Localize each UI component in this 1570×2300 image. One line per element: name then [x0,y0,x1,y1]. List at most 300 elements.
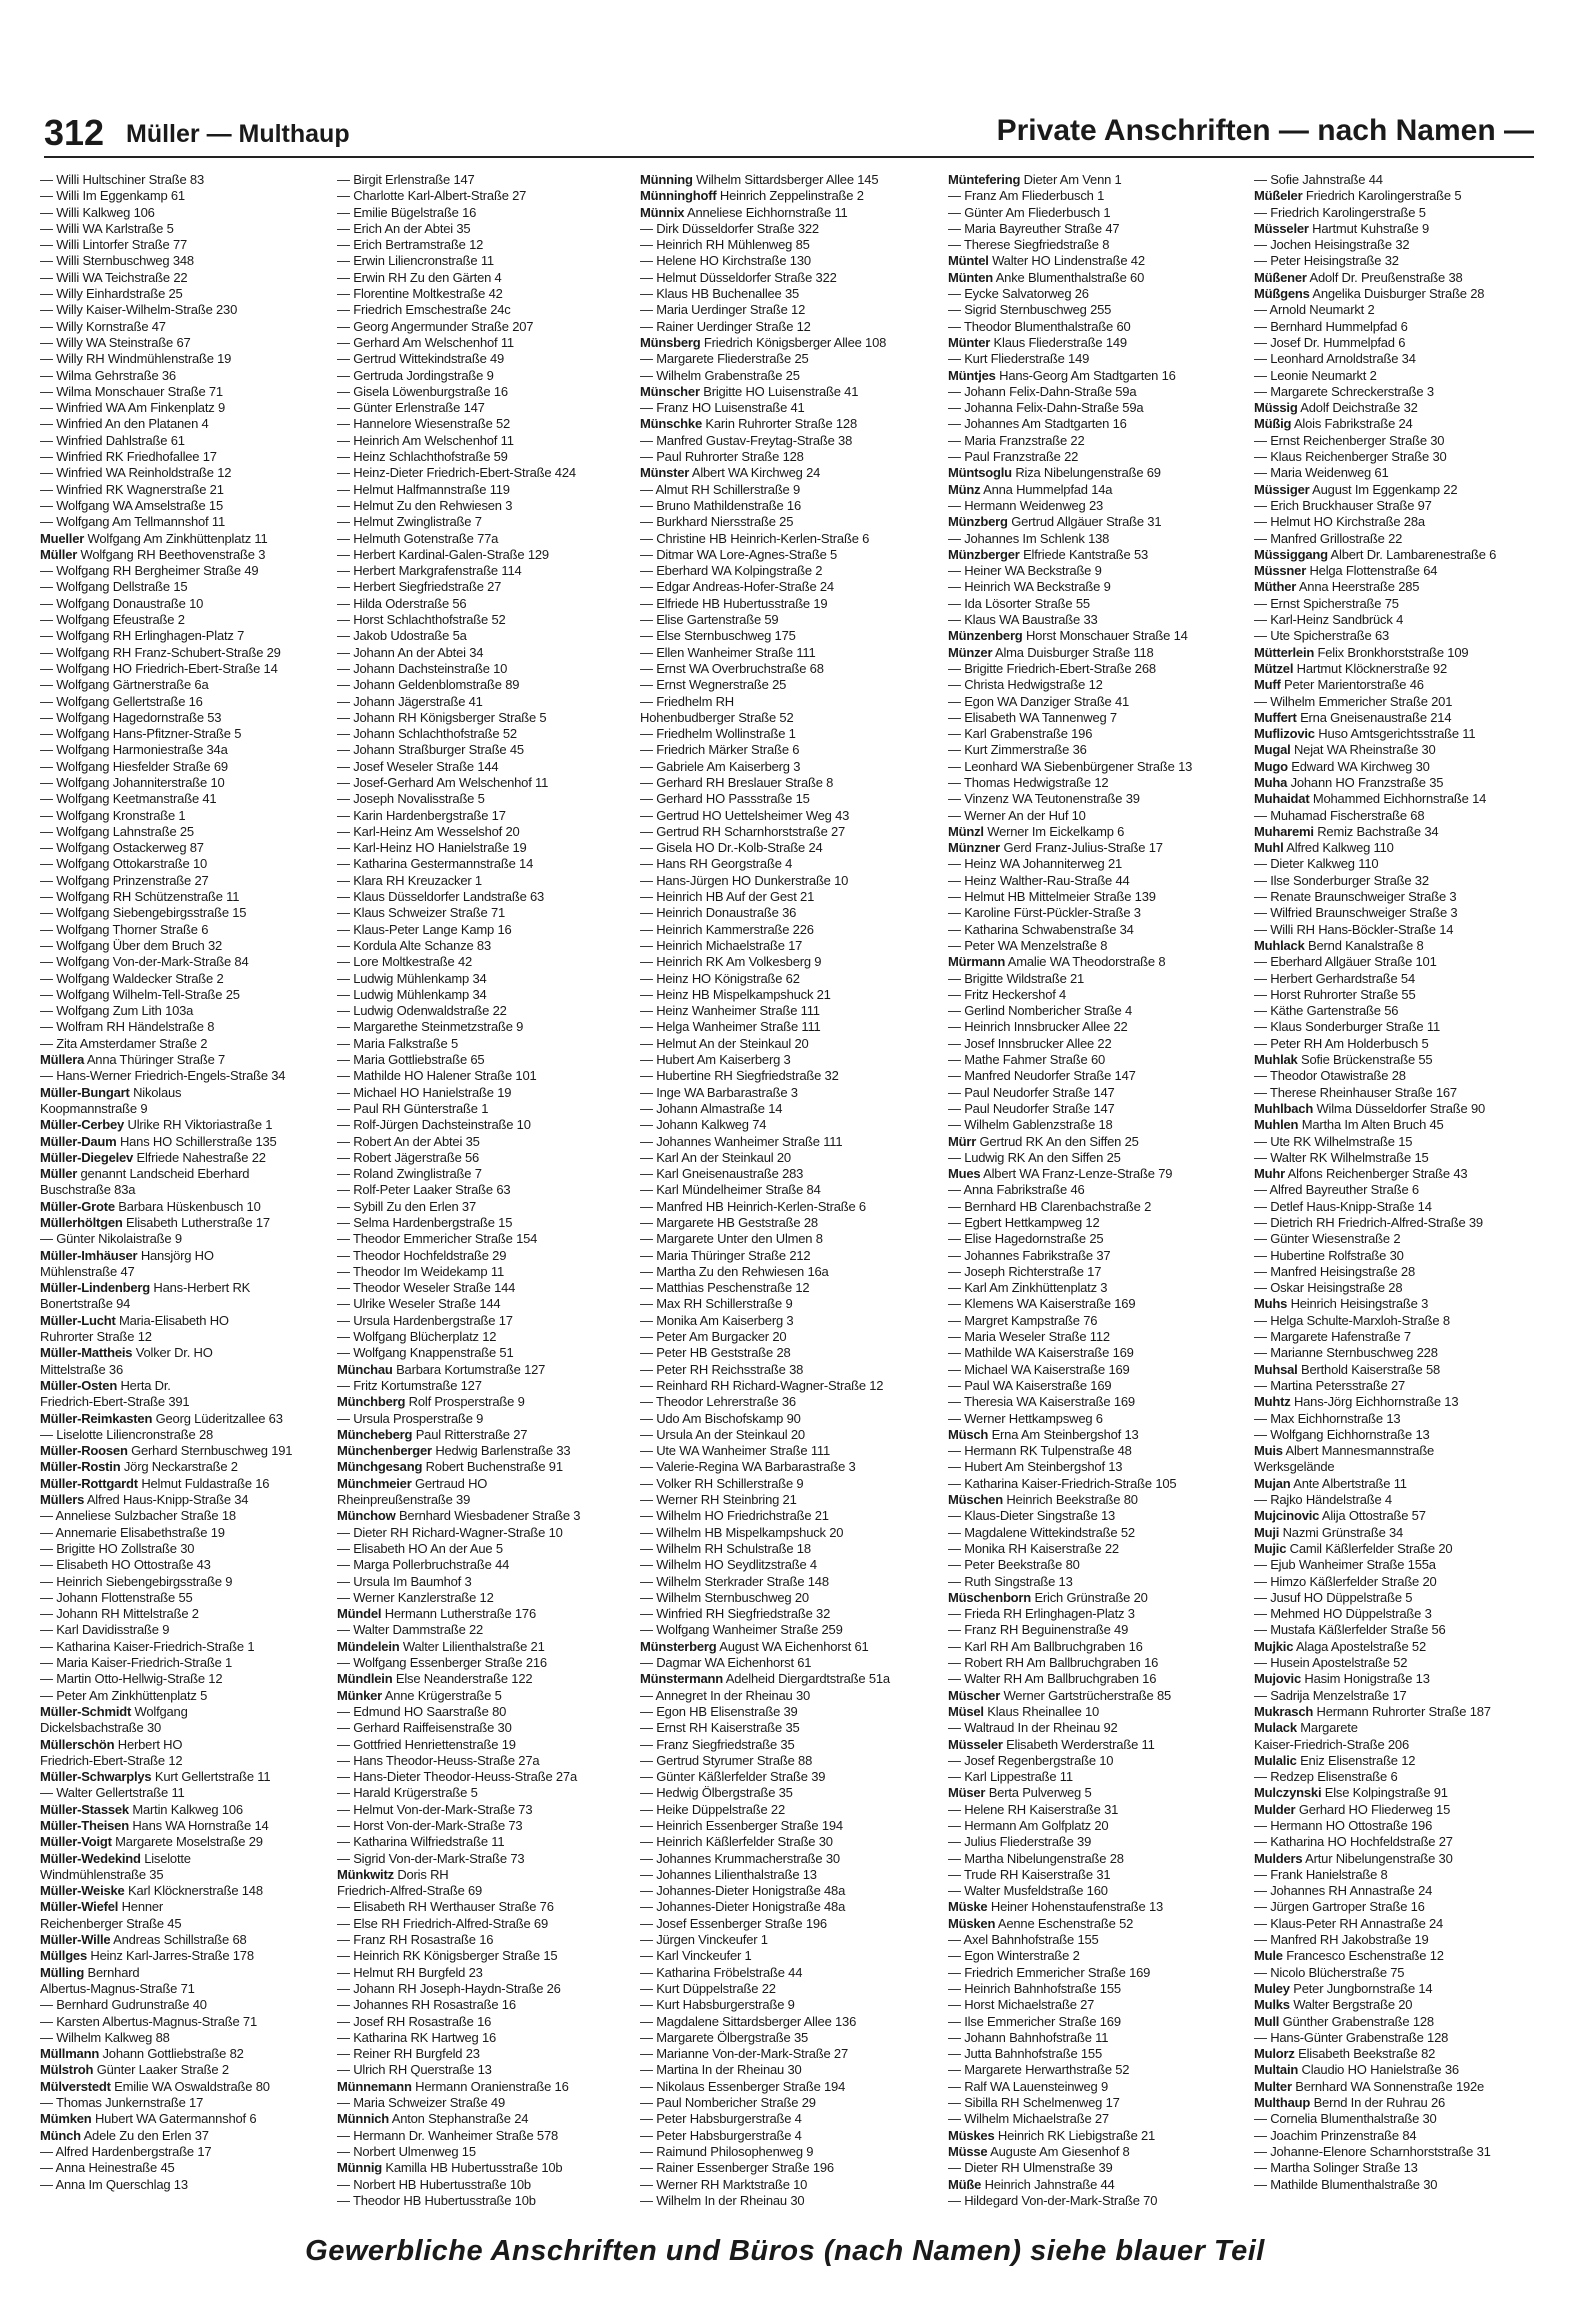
directory-entry: Friedrich-Ebert-Straße 391 [40,1394,190,1410]
directory-entry: — Josef RH Rosastraße 16 [337,2013,492,2029]
directory-entry: — Theresia WA Kaiserstraße 169 [948,1394,1135,1410]
directory-entry: Müller-Imhäuser Hansjörg HO [40,1247,214,1263]
directory-entry: — Sybill Zu den Erlen 37 [337,1198,476,1214]
directory-entry: — Wolfgang Essenberger Straße 216 [337,1655,547,1671]
directory-entry: — Heinrich Am Welschenhof 11 [337,432,514,448]
directory-entry: — Jürgen Gartroper Straße 16 [1254,1899,1425,1915]
directory-entry: — Johann Jägerstraße 41 [337,693,483,709]
directory-entry: — Anneliese Sulzbacher Straße 18 [40,1508,236,1524]
directory-entry: — Fritz Heckershof 4 [948,986,1067,1002]
directory-entry: — Willy WA Steinstraße 67 [40,334,191,350]
directory-entry: — Oskar Heisingstraße 28 [1254,1280,1403,1296]
directory-entry: — Hermann Dr. Wanheimer Straße 578 [337,2127,559,2143]
directory-entry: — Christine HB Heinrich-Kerlen-Straße 6 [640,530,870,546]
directory-entry: — Gertrud Styrumer Straße 88 [640,1752,813,1768]
directory-entry: Münnich Anton Stephanstraße 24 [337,2111,529,2127]
directory-entry: — Ursula Im Baumhof 3 [337,1573,472,1589]
directory-entry: — Sibilla RH Schelmenweg 17 [948,2095,1120,2111]
directory-entry: — Bruno Mathildenstraße 16 [640,497,801,513]
directory-entry: — Heinrich Bahnhofstraße 155 [948,1980,1121,1996]
column-2 [337,172,635,2212]
directory-entry: — Heinrich Essenberger Straße 194 [640,1817,843,1833]
directory-entry: — Willi Kalkweg 106 [40,204,155,220]
directory-entry: — Hans-Werner Friedrich-Engels-Straße 34 [40,1068,286,1084]
directory-entry: Mugal Nejat WA Rheinstraße 30 [1254,742,1436,758]
directory-entry: — Ernst Wegnerstraße 25 [640,677,787,693]
directory-entry: Müller-Wedekind Liselotte [40,1850,191,1866]
directory-entry: Müssig Adolf Deichstraße 32 [1254,400,1418,416]
directory-entry: Münzl Werner Im Eickelkamp 6 [948,823,1125,839]
directory-entry: — Wolfgang Wanheimer Straße 259 [640,1622,843,1638]
directory-entry: — Waltraud In der Rheinau 92 [948,1720,1118,1736]
directory-entry: — Manfred HB Heinrich-Kerlen-Straße 6 [640,1198,866,1214]
directory-entry: — Werner An der Huf 10 [948,807,1086,823]
directory-entry: — Theodor Lehrerstraße 36 [640,1394,796,1410]
directory-entry: — Erwin RH Zu den Gärten 4 [337,269,502,285]
directory-entry: Mühlenstraße 47 [40,1263,135,1279]
directory-entry: — Maria Weidenweg 61 [1254,465,1389,481]
directory-entry: — Helmut Zu den Rehwiesen 3 [337,497,513,513]
directory-entry: Mündel Hermann Lutherstraße 176 [337,1606,536,1622]
directory-entry: — Willi RH Hans-Böckler-Straße 14 [1254,921,1454,937]
directory-entry: — Almut RH Schillerstraße 9 [640,481,801,497]
directory-entry: — Karl Grabenstraße 196 [948,726,1093,742]
directory-entry: Müller-Mattheis Volker Dr. HO [40,1345,213,1361]
directory-entry: Münzberg Gertrud Allgäuer Straße 31 [948,514,1162,530]
directory-entry: — Werner RH Steinbring 21 [640,1492,797,1508]
directory-entry: — Heinrich Donaustraße 36 [640,905,797,921]
directory-entry: Müller-Schmidt Wolfgang [40,1703,188,1719]
directory-entry: — Willy Kornstraße 47 [40,318,166,334]
directory-entry: — Jakob Udostraße 5a [337,628,467,644]
directory-entry: — Elfriede HB Hubertusstraße 19 [640,595,828,611]
directory-entry: Müßeler Friedrich Karolingerstraße 5 [1254,188,1462,204]
directory-entry: — Hilda Oderstraße 56 [337,595,467,611]
directory-entry: — Ejub Wanheimer Straße 155a [1254,1557,1436,1573]
directory-entry: — Karl RH Am Ballbruchgraben 16 [948,1638,1143,1654]
directory-entry: — Peter RH Reichsstraße 38 [640,1361,804,1377]
directory-entry: Müßgens Angelika Duisburger Straße 28 [1254,286,1485,302]
directory-entry: — Heinrich RK Königsberger Straße 15 [337,1948,558,1964]
directory-entry: Müsseler Elisabeth Werderstraße 11 [948,1736,1155,1752]
directory-entry: — Wolfgang Hagedornstraße 53 [40,709,222,725]
directory-entry: — Ida Lösorter Straße 55 [948,595,1090,611]
directory-entry: — Roland Zwinglistraße 7 [337,1166,482,1182]
directory-entry: — Horst Ruhrorter Straße 55 [1254,986,1416,1002]
directory-entry: — Ralf WA Lauensteinweg 9 [948,2078,1108,2094]
directory-entry: — Friedrich Karolingerstraße 5 [1254,204,1426,220]
directory-entry: — Herbert Gerhardstraße 54 [1254,970,1415,986]
directory-entry: — Johann Schlachthofstraße 52 [337,726,517,742]
directory-entry: — Josef Innsbrucker Allee 22 [948,1035,1112,1051]
directory-entry: — Maria Schweizer Straße 49 [337,2095,505,2111]
directory-entry: Müller-Lucht Maria-Elisabeth HO [40,1312,229,1328]
directory-entry: — Ludwig RK An den Siffen 25 [948,1149,1121,1165]
directory-entry: — Friedhelm Wollinstraße 1 [640,726,796,742]
directory-entry: — Heinrich Kammerstraße 226 [640,921,814,937]
directory-entry: — Johanna Felix-Dahn-Straße 59a [948,400,1144,416]
directory-entry: — Katharina Fröbelstraße 44 [640,1964,803,1980]
directory-entry: — Sofie Jahnstraße 44 [1254,172,1383,187]
directory-entry: — Peter Am Burgacker 20 [640,1329,787,1345]
directory-entry: — Günter Nikolaistraße 9 [40,1231,182,1247]
directory-entry: Müller-Schwarplys Kurt Gellertstraße 11 [40,1769,271,1785]
directory-entry: Müller-Daum Hans HO Schillerstraße 135 [40,1133,277,1149]
directory-entry: — Wilhelm HO Seydlitzstraße 4 [640,1557,817,1573]
directory-entry: Müße Heinrich Jahnstraße 44 [948,2176,1115,2192]
directory-entry: — Gabriele Am Kaiserberg 3 [640,758,801,774]
directory-entry: Muhs Heinrich Heisingstraße 3 [1254,1296,1429,1312]
directory-entry: — Günter Am Fliederbusch 1 [948,204,1111,220]
directory-entry: — Wolfgang Thorner Straße 6 [40,921,209,937]
directory-entry: Müller Wolfgang RH Beethovenstraße 3 [40,546,266,562]
directory-entry: — Rolf-Jürgen Dachsteinstraße 10 [337,1117,531,1133]
directory-entry: Müncheberg Paul Ritterstraße 27 [337,1426,528,1442]
directory-entry: Mülling Bernhard [40,1964,140,1980]
directory-entry: Müsken Aenne Eschenstraße 52 [948,1915,1134,1931]
directory-entry: — Detlef Haus-Knipp-Straße 14 [1254,1198,1432,1214]
directory-entry: — Marga Pollerbruchstraße 44 [337,1557,510,1573]
directory-entry: Mittelstraße 36 [40,1361,123,1377]
directory-entry: Müske Heiner Hohenstaufenstraße 13 [948,1899,1164,1915]
directory-entry: — Johannes Wanheimer Straße 111 [640,1133,843,1149]
directory-entry: — Johannes-Dieter Honigstraße 48a [640,1899,846,1915]
directory-entry: Münten Anke Blumenthalstraße 60 [948,269,1145,285]
directory-entry: Windmühlenstraße 35 [40,1866,164,1882]
directory-entry: — Wolfram RH Händelstraße 8 [40,1019,215,1035]
directory-entry: — Hubert Am Steinbergshof 13 [948,1459,1123,1475]
directory-entry: — Edmund HO Saarstraße 80 [337,1703,507,1719]
directory-entry: Mülstroh Günter Laaker Straße 2 [40,2062,229,2078]
directory-entry: — Ditmar WA Lore-Agnes-Straße 5 [640,546,838,562]
directory-entry: — Egon HB Elisenstraße 39 [640,1703,798,1719]
directory-entry: — Willi Sternbuschweg 348 [40,253,194,269]
directory-entry: Müller-Wiefel Henner [40,1899,164,1915]
directory-entry: Dickelsbachstraße 30 [40,1720,161,1736]
directory-entry: — Hermann HO Ottostraße 196 [1254,1817,1433,1833]
directory-entry: — Frieda RH Erlinghagen-Platz 3 [948,1606,1135,1622]
directory-entry: Müller-Theisen Hans WA Hornstraße 14 [40,1817,269,1833]
directory-entry: Hohenbudberger Straße 52 [640,709,794,725]
directory-entry: — Karl Gneisenaustraße 283 [640,1166,804,1182]
directory-entry: — Wolfgang Über dem Bruch 32 [40,937,223,953]
directory-entry: Multer Bernhard WA Sonnenstraße 192e [1254,2078,1485,2094]
directory-entry: — Gottfried Henriettenstraße 19 [337,1736,516,1752]
directory-entry: Mündlein Else Neanderstraße 122 [337,1671,533,1687]
directory-entry: Mugo Edward WA Kirchweg 30 [1254,758,1430,774]
directory-entry: — Muhamad Fischerstraße 68 [1254,807,1425,823]
directory-entry: — Elisabeth HO Ottostraße 43 [40,1557,211,1573]
directory-entry: — Helmut HO Kirchstraße 28a [1254,514,1425,530]
directory-entry: — Margarete Herwarthstraße 52 [948,2062,1130,2078]
directory-entry: — Wolfgang Donaustraße 10 [40,595,204,611]
directory-entry: — Karsten Albertus-Magnus-Straße 71 [40,2013,257,2029]
directory-entry: Muhlbach Wilma Düsseldorfer Straße 90 [1254,1100,1485,1116]
directory-entry: — Wolfgang HO Friedrich-Ebert-Straße 14 [40,660,278,676]
directory-entry: — Johann Felix-Dahn-Straße 59a [948,383,1137,399]
footer-note: Gewerbliche Anschriften und Büros (nach Namen) siehe blauer Teil [305,2235,1265,2267]
directory-entry: Muhsal Berthold Kaiserstraße 58 [1254,1361,1440,1377]
directory-entry: Münscher Brigitte HO Luisenstraße 41 [640,383,859,399]
directory-entry: — Wolfgang Kronstraße 1 [40,807,186,823]
directory-entry: — Robert Jägerstraße 56 [337,1149,480,1165]
directory-entry: — Katharina Gestermannstraße 14 [337,856,534,872]
directory-entry: Muhaidat Mohammed Eichhornstraße 14 [1254,791,1487,807]
directory-entry: — Wolfgang Am Tellmannshof 11 [40,514,225,530]
directory-entry: — Ernst Reichenberger Straße 30 [1254,432,1445,448]
directory-entry: Muley Peter Jungbornstraße 14 [1254,1980,1433,1996]
directory-entry: — Joseph Novalisstraße 5 [337,791,485,807]
directory-entry: — Ernst WA Overbruchstraße 68 [640,660,824,676]
directory-entry: — Klaus Düsseldorfer Landstraße 63 [337,889,545,905]
directory-entry: Mütterlein Felix Bronkhorststraße 109 [1254,644,1469,660]
directory-entry: Mulks Walter Bergstraße 20 [1254,1997,1413,2013]
directory-entry: — Hans Theodor-Heuss-Straße 27a [337,1752,540,1768]
directory-entry: — Heiner WA Beckstraße 9 [948,563,1102,579]
directory-entry: — Walter Musfeldstraße 160 [948,1883,1108,1899]
directory-entry: Müßig Alois Fabrikstraße 24 [1254,416,1413,432]
directory-entry: — Klaus-Peter Lange Kamp 16 [337,921,512,937]
directory-entry: Münzenberg Horst Monschauer Straße 14 [948,628,1188,644]
directory-entry: — Elisabeth WA Tannenweg 7 [948,709,1117,725]
directory-entry: Muhlak Sofie Brückenstraße 55 [1254,1052,1433,1068]
directory-entry: — Arnold Neumarkt 2 [1254,302,1375,318]
directory-entry: — Winfried WA Am Finkenplatz 9 [40,400,225,416]
directory-entry: — Birgit Erlenstraße 147 [337,172,475,187]
directory-entry: Mull Günther Grabenstraße 128 [1254,2013,1434,2029]
directory-entry: Ruhrorter Straße 12 [40,1329,152,1345]
directory-entry: Müsch Erna Am Steinbergshof 13 [948,1426,1139,1442]
directory-entry: — Katharina RK Hartweg 16 [337,2029,497,2045]
directory-entry: — Helmut HB Mittelmeier Straße 139 [948,889,1156,905]
directory-entry: — Elisabeth RH Werthauser Straße 76 [337,1899,554,1915]
directory-entry: — Heinz-Dieter Friedrich-Ebert-Straße 424 [337,465,576,481]
directory-entry: — Wilhelm Kalkweg 88 [40,2029,170,2045]
directory-entry: — Theodor Otawistraße 28 [1254,1068,1406,1084]
directory-entry: — Sadrija Menzelstraße 17 [1254,1687,1407,1703]
directory-entry: — Rolf-Peter Laaker Straße 63 [337,1182,511,1198]
directory-entry: Friedrich-Alfred-Straße 69 [337,1883,483,1899]
directory-entry: Müller-Stassek Martin Kalkweg 106 [40,1801,243,1817]
directory-entry: — Friedrich Emmericher Straße 169 [948,1964,1151,1980]
directory-entry: Mujcinovic Alija Ottostraße 57 [1254,1508,1426,1524]
directory-entry: — Jürgen Vinckeufer 1 [640,1932,768,1948]
directory-entry: — Burkhard Niersstraße 25 [640,514,794,530]
directory-entry: — Anna Im Querschlag 13 [40,2176,188,2192]
directory-entry: — Mathilde WA Kaiserstraße 169 [948,1345,1134,1361]
directory-entry: Müller-Rottgardt Helmut Fuldastraße 16 [40,1475,270,1491]
directory-entry: Müllers Alfred Haus-Knipp-Straße 34 [40,1492,249,1508]
directory-entry: — Robert RH Am Ballbruchgraben 16 [948,1655,1159,1671]
directory-entry: — Wolfgang Eichhornstraße 13 [1254,1426,1430,1442]
directory-entry: — Alfred Hardenbergstraße 17 [40,2143,212,2159]
directory-entry: Müschen Heinrich Beekstraße 80 [948,1492,1138,1508]
directory-entry: — Karl Vinckeufer 1 [640,1948,752,1964]
directory-entry: — Karl-Heinz Sandbrück 4 [1254,612,1404,628]
directory-entry: Bonertstraße 94 [40,1296,131,1312]
directory-entry: — Jusuf HO Düppelstraße 5 [1254,1589,1413,1605]
directory-entry: — Margarete HB Geststraße 28 [640,1215,818,1230]
directory-entry: Mülverstedt Emilie WA Oswaldstraße 80 [40,2078,270,2094]
directory-entry: — Hans-Günter Grabenstraße 128 [1254,2029,1449,2045]
directory-entry: — Wolfgang Von-der-Mark-Straße 84 [40,954,249,970]
directory-entry: — Walter RH Am Ballbruchgraben 16 [948,1671,1157,1687]
directory-entry: — Erich An der Abtei 35 [337,220,471,236]
column-5 [1254,172,1550,2212]
directory-entry: — Heinrich Innsbrucker Allee 22 [948,1019,1128,1035]
directory-entry: — Dieter RH Ulmenstraße 39 [948,2160,1113,2176]
directory-entry: — Rajko Händelstraße 4 [1254,1492,1392,1508]
directory-entry: Müntjes Hans-Georg Am Stadtgarten 16 [948,367,1176,383]
directory-entry: — Wilhelm Gablenzstraße 18 [948,1117,1113,1133]
directory-entry: — Martha Solinger Straße 13 [1254,2160,1418,2176]
directory-entry: Müssiger August Im Eggenkamp 22 [1254,481,1458,497]
directory-entry: — Wilhelm HB Mispelkampshuck 20 [640,1524,844,1540]
directory-entry: — Thomas Hedwigstraße 12 [948,774,1109,790]
directory-entry: — Hubertine RH Siegfriedstraße 32 [640,1068,839,1084]
directory-entry: Müller-Lindenberg Hans-Herbert RK [40,1280,251,1296]
directory-entry: — Mathilde Blumenthalstraße 30 [1254,2176,1438,2192]
directory-entry: — Kurt Fliederstraße 149 [948,351,1090,367]
directory-entry: — Herbert Kardinal-Galen-Straße 129 [337,546,549,562]
directory-entry: — Eberhard WA Kolpingstraße 2 [640,563,823,579]
directory-entry: Müßener Adolf Dr. Preußenstraße 38 [1254,269,1463,285]
directory-entry: — Wolfgang Waldecker Straße 2 [40,970,224,986]
directory-entry: Buschstraße 83a [40,1182,136,1198]
directory-entry: — Hans-Dieter Theodor-Heuss-Straße 27a [337,1769,577,1785]
directory-entry: — Helmuth Gotenstraße 77a [337,530,499,546]
directory-entry: — Theodor Blumenthalstraße 60 [948,318,1131,334]
directory-entry: Koopmannstraße 9 [40,1100,148,1116]
directory-entry: — Kurt Düppelstraße 22 [640,1980,776,1996]
directory-entry: Müllerschön Herbert HO [40,1736,183,1752]
directory-entry: — Martin Otto-Hellwig-Straße 12 [40,1671,223,1687]
directory-entry: — Wolfgang Knappenstraße 51 [337,1345,514,1361]
directory-entry: — Leonhard WA Siebenbürgener Straße 13 [948,758,1193,774]
directory-entry: Mujovic Hasim Honigstraße 13 [1254,1671,1430,1687]
directory-entry: Müschenborn Erich Grünstraße 20 [948,1589,1148,1605]
directory-entry: — Ilse Sonderburger Straße 32 [1254,872,1429,888]
directory-entry: Münning Wilhelm Sittardsberger Allee 145 [640,172,879,187]
directory-entry: — Leonie Neumarkt 2 [1254,367,1377,383]
directory-entry: — Wolfgang Prinzenstraße 27 [40,872,209,888]
directory-entry: — Helmut Düsseldorfer Straße 322 [640,269,837,285]
directory-entry: — Wolfgang Johanniterstraße 10 [40,774,225,790]
directory-entry: — Horst Von-der-Mark-Straße 73 [337,1817,523,1833]
directory-entry: — Hubert Am Kaiserberg 3 [640,1052,791,1068]
directory-entry: — Wolfgang Harmoniestraße 34a [40,742,228,758]
directory-entry: — Ursula An der Steinkaul 20 [640,1426,805,1442]
directory-entry: — Erich Bertramstraße 12 [337,237,484,253]
directory-entry: — Peter Beekstraße 80 [948,1557,1080,1573]
directory-entry: Müller-Diegelev Elfriede Nahestraße 22 [40,1149,266,1165]
directory-entry: Reichenberger Straße 45 [40,1915,182,1931]
directory-entry: — Brigitte Wildstraße 21 [948,970,1085,986]
directory-entry: — Rainer Uerdinger Straße 12 [640,318,811,334]
directory-entry: Münstermann Adelheid Diergardtstraße 51a [640,1671,890,1687]
directory-entry: — Wolfgang Keetmanstraße 41 [40,791,217,807]
directory-entry: — Heinrich WA Beckstraße 9 [948,579,1111,595]
directory-entry: Mukrasch Hermann Ruhrorter Straße 187 [1254,1703,1491,1719]
directory-entry: — Elisabeth HO An der Aue 5 [337,1540,503,1556]
directory-entry: — Ulrike Weseler Straße 144 [337,1296,501,1312]
directory-entry: — Brigitte Friedrich-Ebert-Straße 268 [948,660,1156,676]
directory-entry: Münker Anne Krügerstraße 5 [337,1687,502,1703]
directory-entry: — Josef Weseler Straße 144 [337,758,499,774]
directory-entry: — Karl Am Zinkhüttenplatz 3 [948,1280,1108,1296]
directory-entry: — Ursula Hardenbergstraße 17 [337,1312,513,1328]
directory-entry: — Manfred Neudorfer Straße 147 [948,1068,1136,1084]
directory-entry: — Theodor Emmericher Straße 154 [337,1231,538,1247]
directory-entry: — Wolfgang Hiesfelder Straße 69 [40,758,228,774]
directory-entry: — Horst Michaelstraße 27 [948,1997,1095,2013]
directory-entry: — Volker RH Schillerstraße 9 [640,1475,804,1491]
directory-entry: Mulczynski Else Kolpingstraße 91 [1254,1785,1448,1801]
directory-entry: Müller-Grote Barbara Hüskenbusch 10 [40,1198,261,1214]
directory-entry: — Lore Moltkestraße 42 [337,954,473,970]
directory-entry: Münzer Alma Duisburger Straße 118 [948,644,1154,660]
directory-entry: — Klara RH Kreuzacker 1 [337,872,482,888]
directory-entry: — Peter RH Am Holderbusch 5 [1254,1035,1429,1051]
directory-entry: — Wolfgang RH Franz-Schubert-Straße 29 [40,644,281,660]
directory-entry: — Johannes Krummacherstraße 30 [640,1850,840,1866]
directory-entry: — Wilhelm RH Schulstraße 18 [640,1540,811,1556]
directory-entry: — Reiner RH Burgfeld 23 [337,2046,480,2062]
directory-entry: Müllmann Johann Gottliebstraße 82 [40,2046,244,2062]
directory-entry: — Himzo Käßlerfelder Straße 20 [1254,1573,1437,1589]
header-rule [44,156,1534,158]
directory-entry: — Maria Weseler Straße 112 [948,1329,1110,1345]
directory-entry: — Franz Am Fliederbusch 1 [948,188,1105,204]
directory-entry: — Liselotte Liliencronstraße 28 [40,1426,214,1442]
directory-entry: — Wilhelm In der Rheinau 30 [640,2192,805,2208]
directory-entry: Münchau Barbara Kortumstraße 127 [337,1361,546,1377]
directory-entry: — Paul Ruhrorter Straße 128 [640,449,804,465]
directory-entry: — Ute RK Wilhelmstraße 15 [1254,1133,1413,1149]
directory-entry: — Winfried An den Platanen 4 [40,416,209,432]
directory-entry: — Hermann RK Tulpenstraße 48 [948,1443,1132,1459]
directory-entry: Müsseler Hartmut Kuhstraße 9 [1254,220,1430,236]
directory-entry: — Hermann Am Golfplatz 20 [948,1817,1109,1833]
directory-entry: — Theodor Im Weidekamp 11 [337,1263,504,1279]
directory-entry: — Günter Erlenstraße 147 [337,400,485,416]
directory-entry: Müller-Roosen Gerhard Sternbuschweg 191 [40,1443,293,1459]
directory-entry: — Norbert Ulmenweg 15 [337,2143,476,2159]
directory-entry: — Theodor HB Hubertusstraße 10b [337,2192,536,2208]
directory-entry: — Friedrich Emschestraße 24c [337,302,511,318]
directory-entry: — Herbert Markgrafenstraße 114 [337,563,522,579]
directory-entry: — Brigitte HO Zollstraße 30 [40,1540,195,1556]
directory-entry: — Katharina Kaiser-Friedrich-Straße 105 [948,1475,1177,1491]
directory-entry: — Karl An der Steinkaul 20 [640,1149,791,1165]
directory-entry: — Heinz WA Johanniterweg 21 [948,856,1123,872]
directory-entry: Münkwitz Doris RH [337,1866,449,1882]
directory-entry: — Ernst RH Kaiserstraße 35 [640,1720,800,1736]
directory-entry: — Harald Krügerstraße 5 [337,1785,478,1801]
directory-entry: — Renate Braunschweiger Straße 3 [1254,889,1457,905]
directory-entry: — Frank Hanielstraße 8 [1254,1866,1388,1882]
directory-entry: — Ulrich RH Querstraße 13 [337,2062,492,2078]
directory-entry: — Bernhard HB Clarenbachstraße 2 [948,1198,1152,1214]
directory-entry: — Joseph Richterstraße 17 [948,1263,1102,1279]
directory-entry: — Hubertine Rolfstraße 30 [1254,1247,1404,1263]
directory-entry: — Max RH Schillerstraße 9 [640,1296,793,1312]
page-header [44,112,1534,156]
directory-entry: — Ilse Emmericher Straße 169 [948,2013,1121,2029]
directory-entry: — Hildegard Von-der-Mark-Straße 70 [948,2192,1158,2208]
directory-entry: — Wilhelm Grabenstraße 25 [640,367,800,383]
directory-entry: — Heinrich Siebengebirgsstraße 9 [40,1573,233,1589]
